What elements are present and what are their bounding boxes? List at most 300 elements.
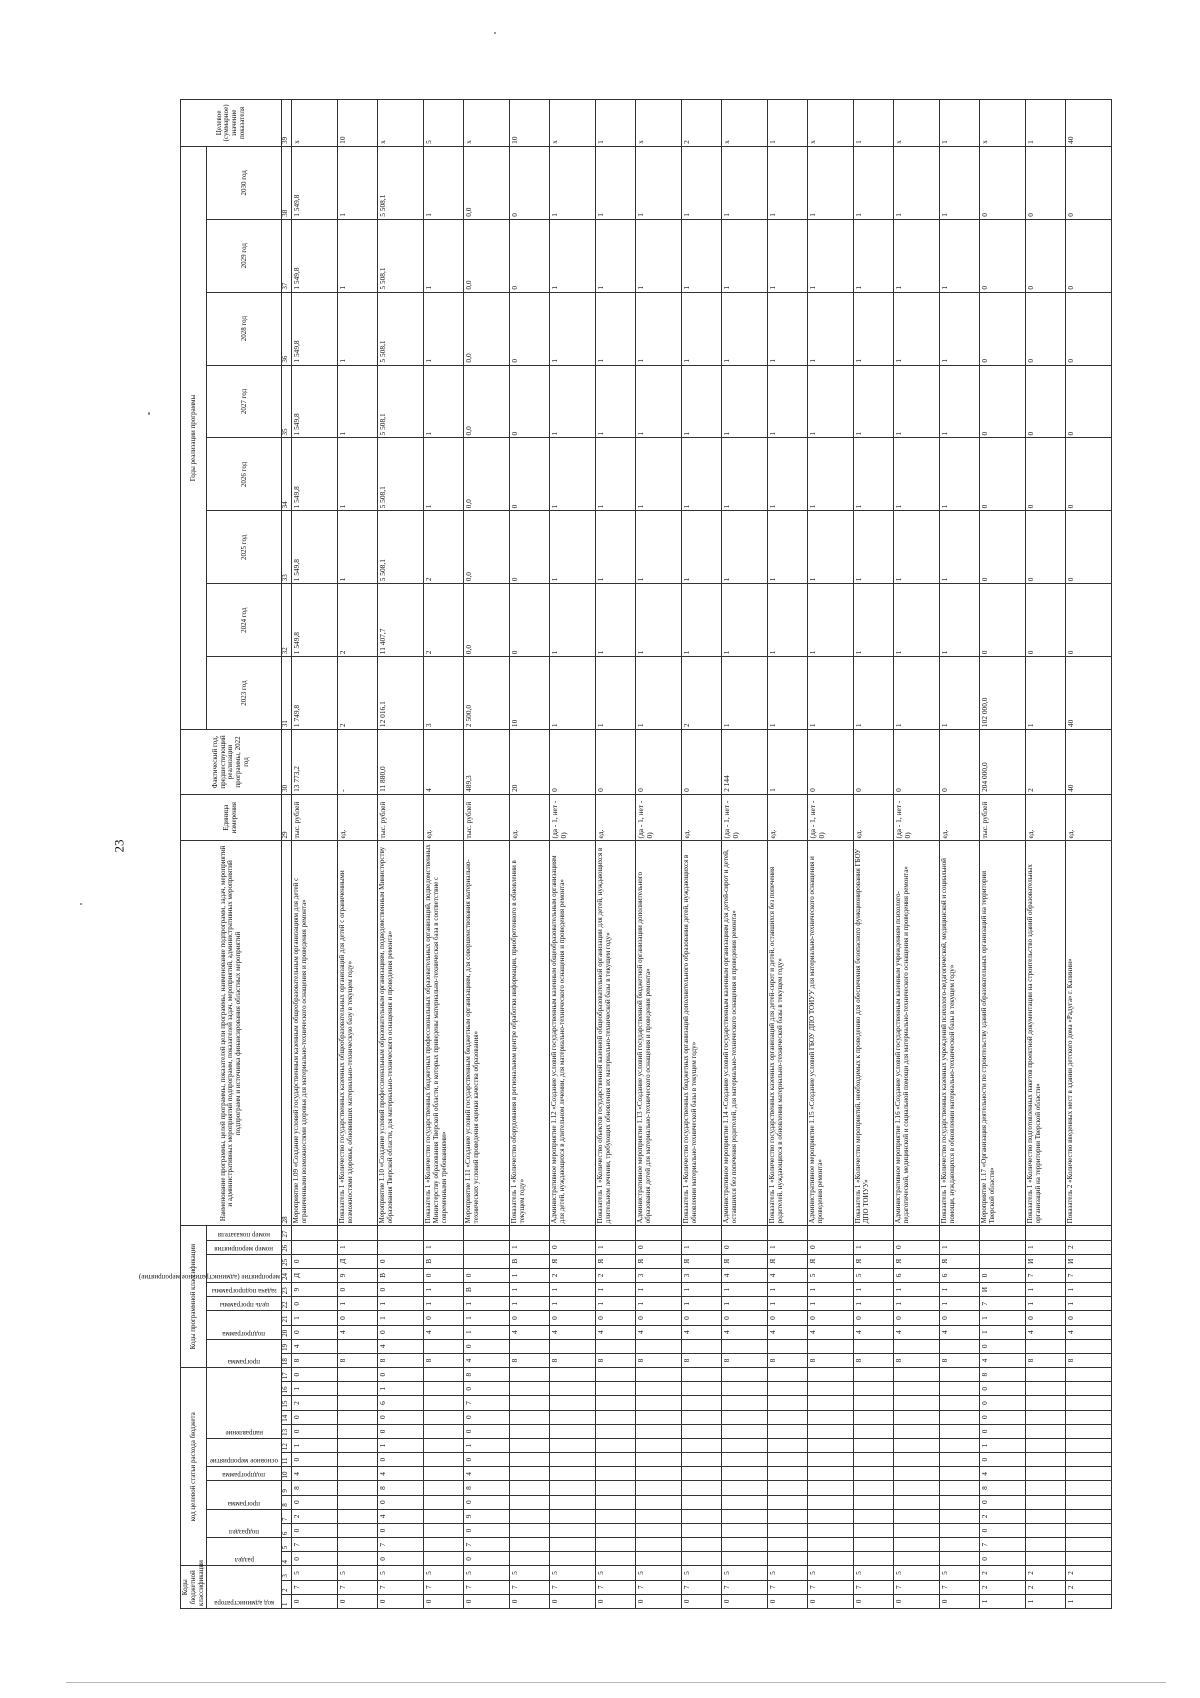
code-cell <box>682 1509 722 1523</box>
column-number: 18 <box>282 1353 292 1367</box>
code-cell: 0 <box>980 1396 1026 1410</box>
row-year-value: 1 <box>808 657 854 730</box>
code-cell: Я <box>722 1254 768 1268</box>
row-final-value: 10 <box>510 100 550 147</box>
row-year-value: 2 500,0 <box>464 657 510 730</box>
code-cell <box>808 1509 854 1523</box>
row-year-value: 1 <box>940 219 980 292</box>
column-number: 16 <box>282 1382 292 1396</box>
row-fact-2022: 0 <box>596 730 636 795</box>
row-year-value: 1 <box>808 365 854 438</box>
code-cell <box>854 1481 894 1495</box>
code-cell: 0 <box>682 1311 722 1325</box>
code-cell: 9 <box>292 1283 338 1297</box>
row-year-value: 1 <box>682 438 722 511</box>
row-year-value: 0 <box>510 438 550 511</box>
code-cell: 1 <box>722 1297 768 1311</box>
row-year-value: 1 549,8 <box>292 146 338 219</box>
code-cell: 1 <box>1026 1240 1066 1254</box>
code-cell: 7 <box>980 1297 1026 1311</box>
row-year-value: 1 <box>854 219 894 292</box>
code-cell <box>1026 1523 1066 1537</box>
row-final-value: х <box>894 100 940 147</box>
row-fact-2022: 204 000,0 <box>980 730 1026 795</box>
table-row <box>722 100 768 1609</box>
row-year-value: 0 <box>980 365 1026 438</box>
row-year-value: 0 <box>980 438 1026 511</box>
code-cell: 5 <box>854 1566 894 1580</box>
code-cell <box>510 1410 550 1424</box>
code-cell <box>424 1495 464 1509</box>
code-cell: 0 <box>940 1594 980 1608</box>
code-cell: 0 <box>596 1594 636 1608</box>
code-cell <box>682 1226 722 1240</box>
code-cell <box>510 1396 550 1410</box>
code-cell: 1 <box>722 1283 768 1297</box>
code-cell <box>338 1481 378 1495</box>
podprogramma-header: подпрограмма <box>223 1471 266 1480</box>
code-cell <box>768 1523 808 1537</box>
row-year-value: 1 <box>596 438 636 511</box>
code-cell <box>596 1538 636 1552</box>
code-cell <box>1026 1453 1066 1467</box>
row-year-value: 12 016,1 <box>378 657 424 730</box>
row-year-value: 10 <box>510 657 550 730</box>
row-year-value: 1 549,8 <box>292 219 338 292</box>
code-cell: 0 <box>464 1339 510 1353</box>
row-year-value: 1 549,8 <box>292 438 338 511</box>
row-year-value: 1 <box>894 511 940 584</box>
code-cell: И <box>1026 1254 1066 1268</box>
code-cell <box>596 1368 636 1382</box>
column-number: 26 <box>282 1240 292 1254</box>
table-row <box>1066 100 1112 1609</box>
pokazatel-header: номер показателя <box>218 1230 271 1239</box>
code-cell: 0 <box>292 1410 338 1424</box>
row-year-value: 1 <box>940 511 980 584</box>
row-name: Показатель 1 «Количество подготовленных пакетов проектной документации на строительство зданий образовательных организаций на территории Тверской области» <box>1026 841 1066 1226</box>
kbk-header: Коды бюджетной классификации <box>181 1566 207 1609</box>
row-year-value: 0 <box>1066 365 1112 438</box>
row-year-value: 1 <box>636 219 682 292</box>
rotated-table-container <box>139 99 1190 1609</box>
code-cell: 1 <box>1066 1594 1112 1608</box>
code-cell: 0 <box>464 1495 510 1509</box>
code-cell: 8 <box>722 1353 768 1367</box>
code-cell: 4 <box>682 1325 722 1339</box>
table-row <box>338 100 378 1609</box>
row-year-value: 2 <box>338 584 378 657</box>
row-year-value: 1 <box>722 657 768 730</box>
code-cell <box>1026 1368 1066 1382</box>
row-name: Показатель 1 «Количество государственных бюджетных организаций дополнительного образования детей, нуждающихся в обновлении материально-технической базы в текущем году» <box>682 841 722 1226</box>
scan-speck <box>80 903 82 905</box>
code-cell: 1 <box>464 1311 510 1325</box>
row-year-value: 1 <box>550 511 596 584</box>
code-cell: 1 <box>808 1297 854 1311</box>
code-cell: Я <box>636 1254 682 1268</box>
code-cell <box>722 1467 768 1481</box>
code-cell: 8 <box>338 1353 378 1367</box>
row-year-value: 1 <box>768 146 808 219</box>
row-year-value: 1 <box>636 438 682 511</box>
row-fact-2022: 0 <box>854 730 894 795</box>
row-year-value: 1 <box>550 657 596 730</box>
row-year-value: 0 <box>980 292 1026 365</box>
code-cell <box>636 1410 682 1424</box>
code-cell <box>940 1453 980 1467</box>
code-cell: 1 <box>940 1297 980 1311</box>
code-cell: 6 <box>894 1268 940 1282</box>
code-cell: 4 <box>378 1339 424 1353</box>
code-cell <box>636 1226 682 1240</box>
column-number: 39 <box>282 100 292 147</box>
row-year-value: 1 <box>682 511 722 584</box>
code-cell <box>768 1410 808 1424</box>
code-cell <box>510 1368 550 1382</box>
code-cell <box>722 1481 768 1495</box>
code-cell <box>808 1226 854 1240</box>
row-fact-2022: 11 880,0 <box>378 730 424 795</box>
code-cell: 0 <box>808 1240 854 1254</box>
code-cell <box>722 1538 768 1552</box>
code-cell <box>1066 1396 1112 1410</box>
code-cell: 4 <box>980 1353 1026 1367</box>
row-name: Мероприятие 1.11 «Создание условий государственным бюджетным организациям, для совершенствования материально-технических условий проведения оценки качества образования» <box>464 841 510 1226</box>
code-cell: 1 <box>510 1268 550 1282</box>
code-cell: 5 <box>292 1566 338 1580</box>
row-year-value: 1 <box>1026 657 1066 730</box>
code-cell <box>722 1495 768 1509</box>
row-fact-2022: 4 <box>424 730 464 795</box>
code-cell: 0 <box>378 1254 424 1268</box>
row-unit: ед. <box>424 794 464 841</box>
row-year-value: 11 407,7 <box>378 584 424 657</box>
row-year-value: 2 <box>682 657 722 730</box>
row-final-value: х <box>636 100 682 147</box>
code-cell: 0 <box>378 1552 424 1566</box>
code-cell <box>940 1226 980 1240</box>
code-cell: 1 <box>424 1297 464 1311</box>
row-year-value: 0,0 <box>464 146 510 219</box>
napravlenie-header: направление <box>225 1428 264 1437</box>
code-cell <box>338 1467 378 1481</box>
code-cell: 5 <box>768 1566 808 1580</box>
row-year-value: 1 <box>722 146 768 219</box>
row-name: Административное мероприятие 1.14 «Создание условий государственным казенным организациям для детей-сирот и детей, оставшихся без попечения родителей, для материально-технического оснащения и проведения ремонта» <box>722 841 768 1226</box>
code-cell: 7 <box>464 1580 510 1594</box>
code-cell: 4 <box>854 1325 894 1339</box>
code-cell: 0 <box>424 1311 464 1325</box>
code-cell: 4 <box>510 1325 550 1339</box>
code-cell <box>854 1410 894 1424</box>
row-year-value: 1 <box>596 219 636 292</box>
code-cell: 1 <box>1026 1594 1066 1608</box>
program-plan-table <box>139 99 1112 1609</box>
code-cell: 8 <box>980 1368 1026 1382</box>
code-cell <box>338 1368 378 1382</box>
code-cell <box>808 1552 854 1566</box>
row-year-value: 1 <box>808 584 854 657</box>
code-cell: 0 <box>682 1594 722 1608</box>
row-name: Показатель 1 «Количество государственных казенных организаций для детей-сирот и детей, оставшихся без попечения родителей, нуждающихся в обновлении материально-технической базы в текущем году» <box>768 841 808 1226</box>
code-cell <box>1026 1481 1066 1495</box>
code-cell: И <box>1066 1254 1112 1268</box>
code-cell: 0 <box>378 1523 424 1537</box>
year-header: 2029 год <box>207 219 282 292</box>
row-year-value: 5 508,1 <box>378 146 424 219</box>
code-cell: Я <box>768 1254 808 1268</box>
code-cell: 0 <box>292 1297 338 1311</box>
code-cell: 1 <box>424 1283 464 1297</box>
code-cell: 4 <box>550 1325 596 1339</box>
code-cell: 8 <box>636 1353 682 1367</box>
code-cell: 8 <box>768 1353 808 1367</box>
code-cell <box>292 1240 338 1254</box>
code-cell <box>1026 1467 1066 1481</box>
year-header: 2025 год <box>207 511 282 584</box>
code-cell: 7 <box>464 1396 510 1410</box>
code-cell: Д <box>292 1268 338 1282</box>
code-cell: 0 <box>894 1311 940 1325</box>
code-cell: 1 <box>378 1297 424 1311</box>
code-cell <box>636 1552 682 1566</box>
row-final-value: х <box>378 100 424 147</box>
podprog-header: подпрограмма <box>223 1329 266 1338</box>
code-cell: 0 <box>510 1594 550 1608</box>
code-cell <box>636 1453 682 1467</box>
code-cell: 4 <box>636 1325 682 1339</box>
code-cell <box>1026 1410 1066 1424</box>
table-row <box>424 100 464 1609</box>
row-year-value: 1 <box>940 365 980 438</box>
code-cell <box>768 1226 808 1240</box>
code-cell: 0 <box>510 1311 550 1325</box>
code-cell <box>682 1368 722 1382</box>
column-number: 38 <box>282 146 292 219</box>
code-cell <box>596 1396 636 1410</box>
row-year-value: 1 <box>596 292 636 365</box>
programma-header: программа <box>228 1499 261 1508</box>
row-year-value: 0 <box>510 365 550 438</box>
code-cell <box>550 1509 596 1523</box>
code-cell <box>808 1410 854 1424</box>
code-cell: 4 <box>378 1467 424 1481</box>
row-year-value: 0 <box>510 219 550 292</box>
code-cell <box>940 1396 980 1410</box>
code-cell <box>682 1467 722 1481</box>
code-cell <box>596 1552 636 1566</box>
row-year-value: 1 <box>854 511 894 584</box>
code-cell <box>596 1523 636 1537</box>
scan-speck <box>494 32 496 34</box>
column-number: 2 <box>282 1580 292 1594</box>
column-number: 1 <box>282 1594 292 1608</box>
code-cell: 8 <box>682 1353 722 1367</box>
code-cell: 0 <box>894 1240 940 1254</box>
code-cell: 4 <box>1066 1325 1112 1339</box>
code-cell <box>940 1339 980 1353</box>
code-cell <box>378 1240 424 1254</box>
code-cell: 0 <box>378 1453 424 1467</box>
row-unit: ед. <box>940 794 980 841</box>
column-number: 11 <box>282 1453 292 1467</box>
code-cell: 8 <box>854 1353 894 1367</box>
row-year-value: 2 <box>424 584 464 657</box>
column-numbers-row <box>282 100 292 1609</box>
year-header: 2026 год <box>207 438 282 511</box>
table-row <box>550 100 596 1609</box>
code-cell <box>550 1339 596 1353</box>
code-cell: 1 <box>682 1297 722 1311</box>
row-fact-2022: 1 <box>768 730 808 795</box>
code-cell <box>1026 1509 1066 1523</box>
code-cell <box>980 1240 1026 1254</box>
code-cell: 0 <box>980 1453 1026 1467</box>
row-year-value: 1 549,8 <box>292 511 338 584</box>
code-cell <box>1066 1495 1112 1509</box>
code-cell <box>596 1382 636 1396</box>
row-year-value: 1 <box>550 365 596 438</box>
code-cell: 0 <box>894 1594 940 1608</box>
code-cell: 8 <box>510 1353 550 1367</box>
code-cell <box>338 1382 378 1396</box>
code-cell: 2 <box>292 1509 338 1523</box>
code-cell: Я <box>808 1254 854 1268</box>
code-cell <box>636 1382 682 1396</box>
code-cell <box>1026 1396 1066 1410</box>
code-cell: 0 <box>292 1325 338 1339</box>
code-cell <box>424 1339 464 1353</box>
column-number: 19 <box>282 1339 292 1353</box>
code-cell <box>1066 1523 1112 1537</box>
code-cell: 1 <box>596 1283 636 1297</box>
code-cell: 1 <box>854 1283 894 1297</box>
code-cell <box>940 1509 980 1523</box>
row-fact-2022: - <box>338 730 378 795</box>
code-cell <box>1066 1481 1112 1495</box>
code-cell: 0 <box>722 1594 768 1608</box>
row-unit: ед. <box>1026 794 1066 841</box>
row-unit: ед. <box>338 794 378 841</box>
row-final-value: 1 <box>940 100 980 147</box>
code-cell: 1 <box>464 1325 510 1339</box>
code-cell: 0 <box>854 1594 894 1608</box>
row-year-value: 1 <box>894 365 940 438</box>
code-cell <box>338 1438 378 1452</box>
code-cell: 7 <box>808 1580 854 1594</box>
code-cell <box>424 1523 464 1537</box>
code-cell: 3 <box>682 1268 722 1282</box>
name-header: Наименование программы, целей программы, показателей цели программы, наименование подпрограмм, задач, мероприятий и административных мероприятий подпрограмм, показателей задач, мероприятий, административных мероприятий подпрограмм и источника финансирования областных мероприятий <box>181 841 282 1226</box>
code-cell <box>940 1438 980 1452</box>
row-year-value: 1 <box>550 438 596 511</box>
row-year-value: 1 <box>808 146 854 219</box>
code-cell: 1 <box>1066 1297 1112 1311</box>
row-fact-2022: 0 <box>808 730 854 795</box>
row-fact-2022: 2 144 <box>722 730 768 795</box>
code-cell <box>808 1424 854 1438</box>
row-final-value: 2 <box>682 100 722 147</box>
column-number: 29 <box>282 794 292 841</box>
column-number: 24 <box>282 1268 292 1282</box>
row-fact-2022: 0 <box>682 730 722 795</box>
row-fact-2022: 40 <box>1066 730 1112 795</box>
prog-header: программа <box>228 1358 261 1367</box>
scan-edge-line <box>66 1682 1166 1683</box>
code-cell: 7 <box>596 1580 636 1594</box>
row-year-value: 1 <box>894 292 940 365</box>
row-year-value: 0 <box>1026 584 1066 657</box>
row-year-value: 5 508,1 <box>378 438 424 511</box>
code-cell <box>808 1538 854 1552</box>
row-year-value: 1 <box>596 146 636 219</box>
code-cell <box>682 1552 722 1566</box>
row-year-value: 1 <box>338 365 378 438</box>
code-cell <box>338 1226 378 1240</box>
row-final-value: 10 <box>338 100 378 147</box>
code-cell: 4 <box>768 1325 808 1339</box>
row-final-value: х <box>808 100 854 147</box>
code-cell <box>1026 1495 1066 1509</box>
row-year-value: 1 <box>768 511 808 584</box>
code-cell <box>682 1410 722 1424</box>
code-cell: 1 <box>808 1283 854 1297</box>
row-year-value: 0,0 <box>464 438 510 511</box>
row-year-value: 0 <box>1026 438 1066 511</box>
code-cell: 1 <box>596 1297 636 1311</box>
code-cell: 1 <box>338 1240 378 1254</box>
column-number: 25 <box>282 1254 292 1268</box>
code-cell: 5 <box>808 1566 854 1580</box>
code-cell: 0 <box>550 1311 596 1325</box>
code-cell <box>550 1481 596 1495</box>
table-row <box>596 100 636 1609</box>
code-cell: 0 <box>550 1594 596 1608</box>
code-cell: 0 <box>550 1240 596 1254</box>
code-cell <box>808 1481 854 1495</box>
column-number: 12 <box>282 1438 292 1452</box>
code-cell: 1 <box>768 1297 808 1311</box>
row-year-value: 0 <box>980 219 1026 292</box>
column-number: 7 <box>282 1509 292 1523</box>
code-cell <box>940 1523 980 1537</box>
row-fact-2022: 0 <box>636 730 682 795</box>
code-cell <box>596 1453 636 1467</box>
code-cell <box>338 1410 378 1424</box>
code-cell: 0 <box>636 1311 682 1325</box>
code-cell <box>424 1438 464 1452</box>
code-cell: 8 <box>464 1368 510 1382</box>
code-cell: 8 <box>464 1481 510 1495</box>
code-cell <box>510 1495 550 1509</box>
code-cell: 7 <box>722 1580 768 1594</box>
code-cell: 5 <box>722 1566 768 1580</box>
code-cell <box>636 1339 682 1353</box>
row-year-value: 1 <box>894 219 940 292</box>
podrazdel-header: подраздел <box>229 1528 260 1537</box>
column-number: 6 <box>282 1523 292 1537</box>
row-year-value: 1 <box>722 219 768 292</box>
code-cell <box>1066 1424 1112 1438</box>
code-cell <box>424 1424 464 1438</box>
row-fact-2022: 2 <box>1026 730 1066 795</box>
row-year-value: 1 <box>682 146 722 219</box>
row-year-value: 1 <box>682 292 722 365</box>
code-cell: 1 <box>894 1283 940 1297</box>
column-number: 36 <box>282 292 292 365</box>
code-cell: 7 <box>464 1538 510 1552</box>
